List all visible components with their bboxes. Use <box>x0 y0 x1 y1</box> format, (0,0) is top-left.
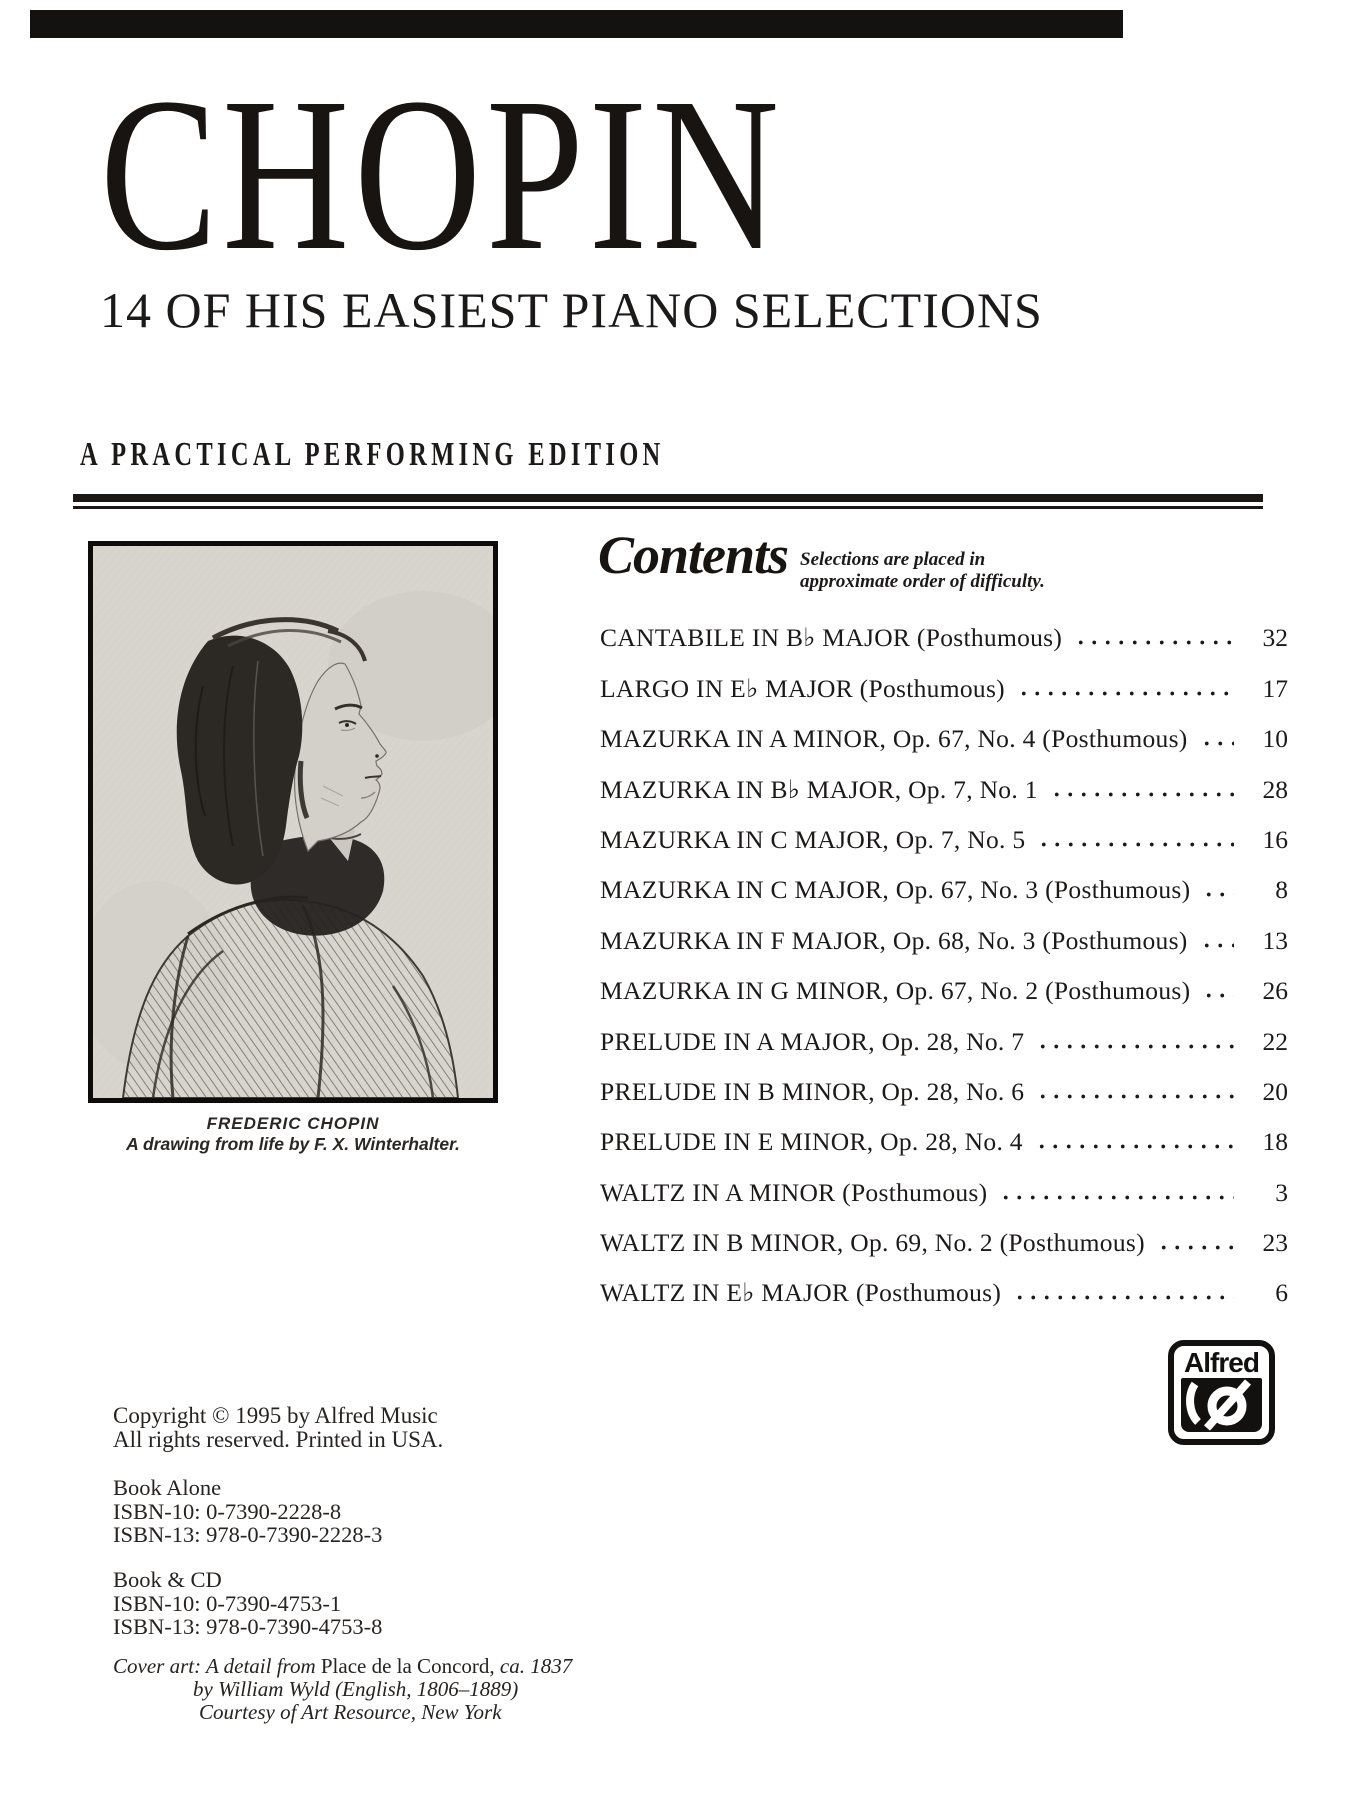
page-title: CHOPIN <box>100 52 784 296</box>
top-banner-bar <box>30 10 1123 38</box>
toc-page-number: 17 <box>1262 673 1288 703</box>
chopin-portrait <box>88 541 498 1103</box>
book-alone-block <box>113 1476 382 1547</box>
toc-page-number: 16 <box>1262 824 1288 854</box>
portrait-caption <box>58 1114 528 1155</box>
toc-row <box>600 1007 1288 1057</box>
copyright-line1: Copyright © 1995 by Alfred Music <box>113 1403 438 1428</box>
copyright-block <box>113 1404 443 1451</box>
cover-art-credit-block <box>113 1655 572 1724</box>
toc-title: MAZURKA IN B♭ MAJOR, Op. 7, No. 1 <box>600 774 1038 804</box>
toc-row <box>600 856 1288 906</box>
book-cd-isbn13: ISBN-13: 978-0-7390-4753-8 <box>113 1614 383 1639</box>
book-cd-heading: Book & CD <box>113 1567 222 1592</box>
book-alone-heading: Book Alone <box>113 1475 222 1500</box>
chopin-portrait-sketch <box>93 546 493 1098</box>
contents-note-line1: Selections are placed in <box>800 549 986 570</box>
contents-note-line2: approximate order of difficulty. <box>800 570 1045 592</box>
dot-leader <box>997 1190 1234 1200</box>
dot-leader <box>1200 988 1234 998</box>
toc-row <box>600 705 1288 755</box>
toc-page-number: 20 <box>1262 1076 1288 1106</box>
toc-page-number: 3 <box>1275 1177 1288 1207</box>
cover-art-line1 <box>113 1655 572 1678</box>
portrait-caption-name: FREDERIC CHOPIN <box>206 1114 380 1133</box>
page-subtitle: 14 OF HIS EASIEST PIANO SELECTIONS <box>100 282 1043 338</box>
toc-page-number: 23 <box>1262 1228 1288 1258</box>
toc-title: PRELUDE IN E MINOR, Op. 28, No. 4 <box>600 1127 1023 1157</box>
contents-note <box>800 549 1045 592</box>
cover-art-title: Place de la Concord, <box>320 1654 495 1678</box>
book-cd-block <box>113 1568 382 1639</box>
contents-list <box>600 604 1288 1309</box>
toc-title: PRELUDE IN A MAJOR, Op. 28, No. 7 <box>600 1026 1025 1056</box>
alfred-logo-wordmark: Alfred <box>1184 1347 1259 1378</box>
copyright-line2: All rights reserved. Printed in USA. <box>113 1426 444 1452</box>
toc-row <box>600 1108 1288 1158</box>
toc-title: WALTZ IN E♭ MAJOR (Posthumous) <box>600 1278 1002 1308</box>
toc-title: MAZURKA IN G MINOR, Op. 67, No. 2 (Posthumous) <box>600 976 1191 1006</box>
toc-page-number: 13 <box>1262 925 1288 955</box>
toc-title: MAZURKA IN C MAJOR, Op. 67, No. 3 (Posthumous) <box>600 875 1191 905</box>
toc-page-number: 28 <box>1262 774 1288 804</box>
cover-art-prefix: Cover art: A detail from <box>113 1654 316 1678</box>
dot-leader <box>1033 1139 1234 1149</box>
dot-leader <box>1200 887 1234 897</box>
toc-row <box>600 755 1288 805</box>
contents-heading: Contents <box>598 525 789 585</box>
toc-page-number: 8 <box>1275 875 1288 905</box>
dot-leader <box>1034 1039 1234 1049</box>
toc-page-number: 18 <box>1262 1127 1288 1157</box>
book-alone-isbn13: ISBN-13: 978-0-7390-2228-3 <box>113 1522 383 1547</box>
toc-page-number: 32 <box>1262 623 1288 653</box>
toc-title: WALTZ IN B MINOR, Op. 69, No. 2 (Posthumous) <box>600 1228 1145 1258</box>
edition-line: A PRACTICAL PERFORMING EDITION <box>80 436 665 473</box>
toc-row <box>600 1209 1288 1259</box>
dot-leader <box>1048 787 1234 797</box>
divider-rule-thick <box>73 494 1263 502</box>
toc-row <box>600 604 1288 654</box>
toc-title: MAZURKA IN A MINOR, Op. 67, No. 4 (Posthumous) <box>600 724 1188 754</box>
toc-row <box>600 1158 1288 1208</box>
divider-rule-thin <box>73 506 1263 509</box>
toc-row <box>600 1058 1288 1108</box>
dot-leader <box>1155 1240 1234 1250</box>
toc-page-number: 10 <box>1262 724 1288 754</box>
toc-page-number: 26 <box>1262 976 1288 1006</box>
toc-title: MAZURKA IN F MAJOR, Op. 68, No. 3 (Posthumous) <box>600 925 1188 955</box>
toc-title: MAZURKA IN C MAJOR, Op. 7, No. 5 <box>600 824 1026 854</box>
toc-title: CANTABILE IN B♭ MAJOR (Posthumous) <box>600 623 1063 653</box>
dot-leader <box>1072 635 1234 645</box>
dot-leader <box>1011 1290 1234 1300</box>
dot-leader <box>1015 686 1234 696</box>
toc-row <box>600 957 1288 1007</box>
portrait-caption-credit: A drawing from life by F. X. Winterhalter. <box>126 1134 460 1154</box>
dot-leader <box>1034 1089 1234 1099</box>
toc-row <box>600 906 1288 956</box>
toc-row <box>600 806 1288 856</box>
dot-leader <box>1198 938 1234 948</box>
toc-row <box>600 654 1288 704</box>
toc-page-number: 22 <box>1262 1026 1288 1056</box>
book-cd-isbn10: ISBN-10: 0-7390-4753-1 <box>113 1590 342 1616</box>
book-alone-isbn10: ISBN-10: 0-7390-2228-8 <box>113 1498 342 1524</box>
toc-row <box>600 1259 1288 1309</box>
dot-leader <box>1198 736 1234 746</box>
toc-title: LARGO IN E♭ MAJOR (Posthumous) <box>600 673 1005 703</box>
cover-art-line3: Courtesy of Art Resource, New York <box>199 1700 502 1724</box>
toc-title: WALTZ IN A MINOR (Posthumous) <box>600 1177 988 1207</box>
toc-page-number: 6 <box>1275 1278 1288 1308</box>
cover-art-line2: by William Wyld (English, 1806–1889) <box>193 1677 519 1701</box>
cover-art-year: ca. 1837 <box>499 1654 573 1678</box>
alfred-logo <box>1168 1340 1275 1445</box>
toc-title: PRELUDE IN B MINOR, Op. 28, No. 6 <box>600 1076 1025 1106</box>
dot-leader <box>1035 837 1234 847</box>
alfred-clef-mark-icon <box>1181 1378 1262 1432</box>
